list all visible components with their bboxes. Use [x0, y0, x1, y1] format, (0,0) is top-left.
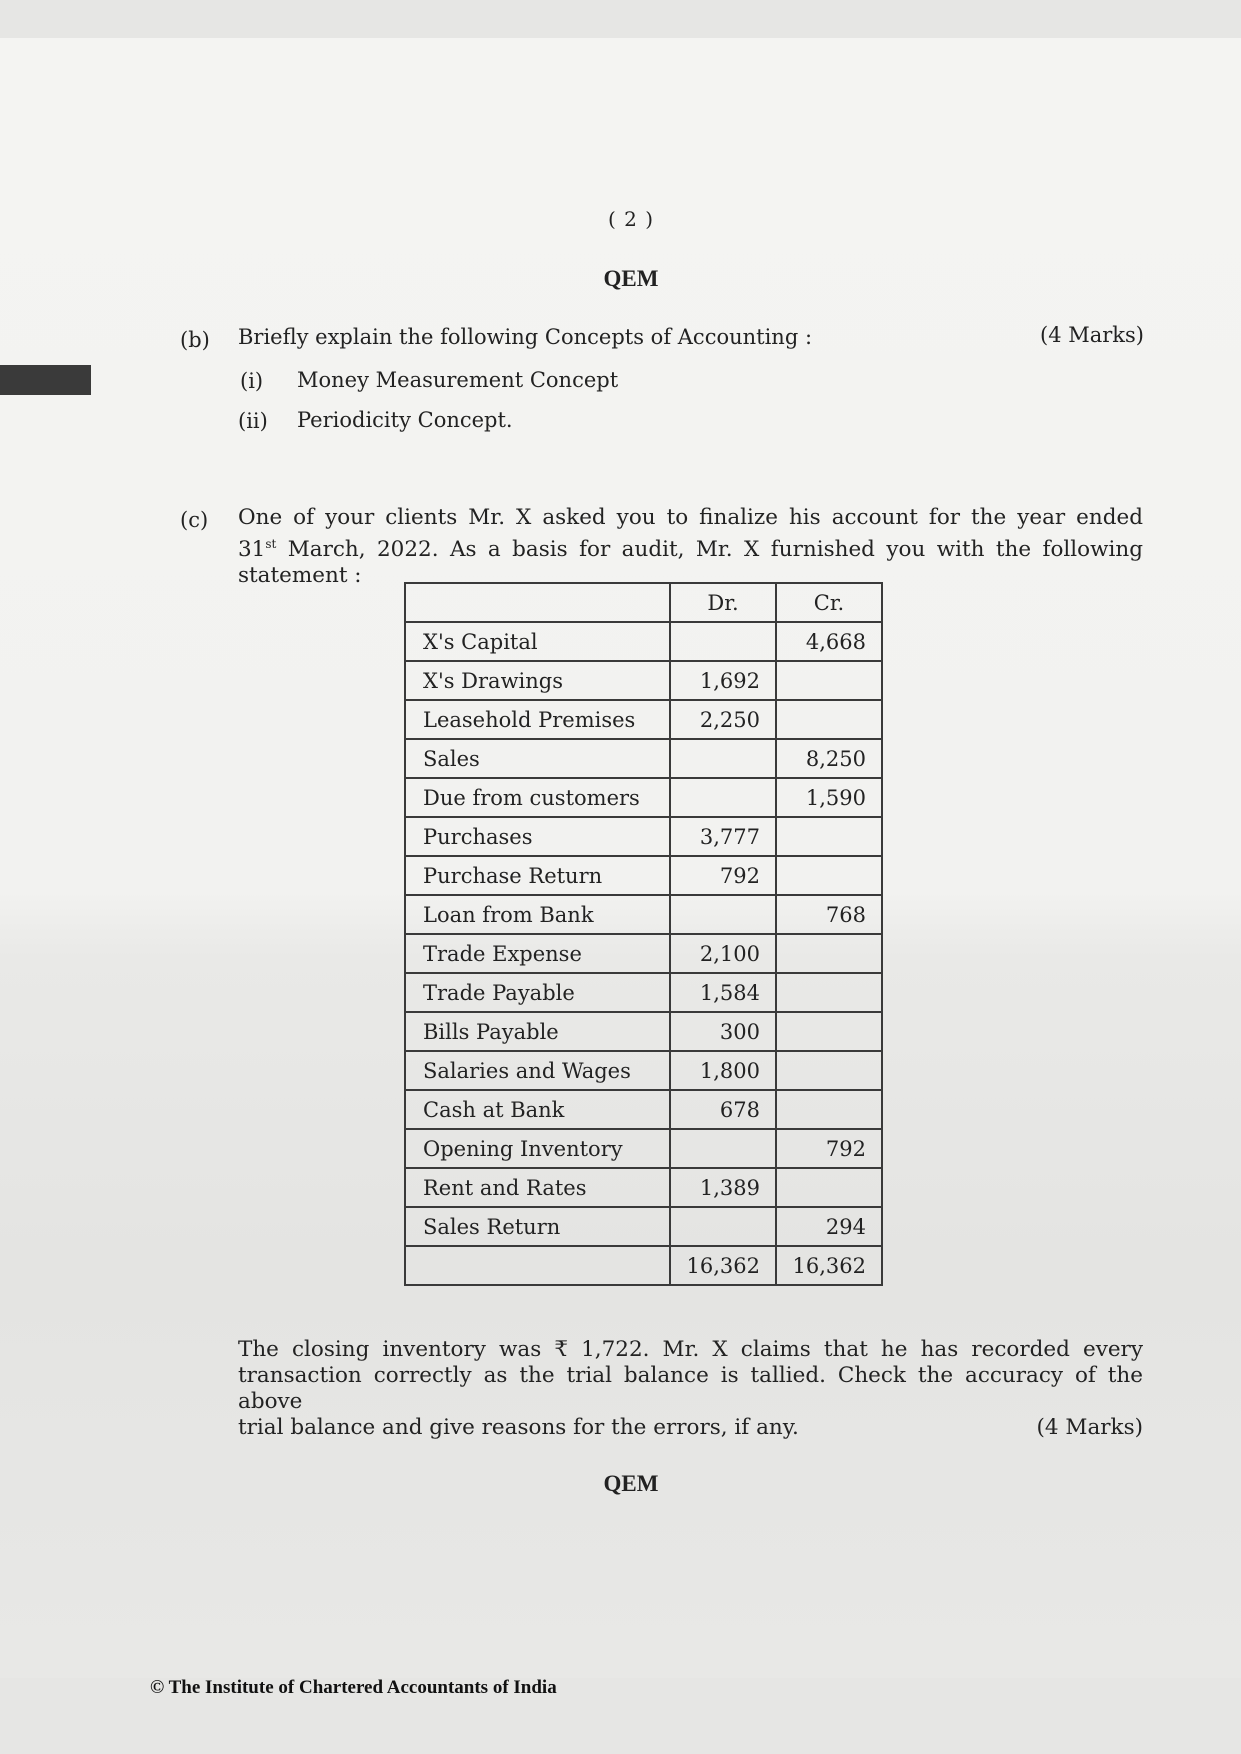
row-particulars: Sales: [405, 739, 670, 778]
row-credit: 1,590: [776, 778, 882, 817]
row-debit: 2,250: [670, 700, 776, 739]
total-credit: 16,362: [776, 1246, 882, 1285]
question-b-item-1-text: Money Measurement Concept: [297, 368, 619, 392]
row-debit: [670, 1129, 776, 1168]
question-b-label: (b): [180, 328, 210, 352]
row-particulars: Loan from Bank: [405, 895, 670, 934]
question-b-item-2-number: (ii): [238, 409, 268, 433]
row-credit: [776, 1090, 882, 1129]
page-edge-marker: [0, 365, 91, 395]
row-debit: [670, 895, 776, 934]
row-particulars: Trade Expense: [405, 934, 670, 973]
row-credit: [776, 1168, 882, 1207]
row-particulars: X's Capital: [405, 622, 670, 661]
question-c-intro-line-1: One of your clients Mr. X asked you to finalize his account for the year ended: [238, 505, 1143, 530]
row-credit: [776, 934, 882, 973]
row-credit: 294: [776, 1207, 882, 1246]
question-b-item-2-text: Periodicity Concept.: [297, 408, 513, 432]
table-row: [405, 1207, 882, 1246]
row-particulars: Opening Inventory: [405, 1129, 670, 1168]
row-particulars: Bills Payable: [405, 1012, 670, 1051]
date-suffix: st: [265, 537, 277, 551]
page-number: ( 2 ): [607, 207, 655, 231]
table-row: [405, 856, 882, 895]
closing-line-1: The closing inventory was ₹ 1,722. Mr. X claims that he has recorded every: [238, 1337, 1143, 1362]
question-b-text: Briefly explain the following Concepts of Accounting :: [238, 325, 813, 349]
header-particulars: [405, 583, 670, 622]
row-debit: 3,777: [670, 817, 776, 856]
table-row: [405, 1168, 882, 1207]
table-row: [405, 739, 882, 778]
closing-line-2: transaction correctly as the trial balance is tallied. Check the accuracy of the above: [238, 1363, 1143, 1414]
row-particulars: Cash at Bank: [405, 1090, 670, 1129]
table-row: [405, 895, 882, 934]
row-particulars: Sales Return: [405, 1207, 670, 1246]
copyright-footer: © The Institute of Chartered Accountants of India: [150, 1677, 557, 1698]
row-debit: 678: [670, 1090, 776, 1129]
row-credit: [776, 817, 882, 856]
row-credit: 792: [776, 1129, 882, 1168]
header-credit: Cr.: [776, 583, 882, 622]
table-row: [405, 1129, 882, 1168]
row-debit: [670, 1207, 776, 1246]
header-code: QEM: [603, 266, 659, 291]
row-debit: [670, 778, 776, 817]
row-particulars: X's Drawings: [405, 661, 670, 700]
table-row: [405, 973, 882, 1012]
question-c-closing: [238, 1337, 1143, 1441]
row-debit: 1,692: [670, 661, 776, 700]
row-credit: 4,668: [776, 622, 882, 661]
table-row: [405, 817, 882, 856]
row-particulars: Rent and Rates: [405, 1168, 670, 1207]
row-credit: [776, 1051, 882, 1090]
header-debit: Dr.: [670, 583, 776, 622]
date-day: 31: [238, 537, 266, 563]
question-c-intro-line-2: [238, 531, 1143, 563]
table-header-row: [405, 583, 882, 622]
date-rest: March, 2022. As a basis for audit, Mr. X furnished you with the following: [276, 537, 1143, 563]
row-debit: 1,389: [670, 1168, 776, 1207]
closing-line-3: trial balance and give reasons for the errors, if any.: [238, 1415, 799, 1440]
table-row: [405, 661, 882, 700]
row-debit: [670, 622, 776, 661]
row-particulars: Purchases: [405, 817, 670, 856]
row-particulars: Leasehold Premises: [405, 700, 670, 739]
question-c-intro-line-3: statement :: [238, 563, 362, 589]
row-credit: [776, 856, 882, 895]
row-debit: [670, 739, 776, 778]
row-particulars: Purchase Return: [405, 856, 670, 895]
table-row: [405, 934, 882, 973]
total-label: [405, 1246, 670, 1285]
table-row: [405, 1012, 882, 1051]
row-credit: 768: [776, 895, 882, 934]
row-particulars: Trade Payable: [405, 973, 670, 1012]
table-row: [405, 700, 882, 739]
trial-balance-table: [404, 582, 883, 1286]
row-debit: 1,584: [670, 973, 776, 1012]
row-credit: [776, 700, 882, 739]
question-b-marks: (4 Marks): [1040, 323, 1144, 347]
row-credit: 8,250: [776, 739, 882, 778]
total-debit: 16,362: [670, 1246, 776, 1285]
question-c-intro: [238, 505, 1143, 589]
question-c-label: (c): [180, 508, 209, 532]
row-credit: [776, 973, 882, 1012]
closing-line-3-row: [238, 1415, 1143, 1441]
row-debit: 792: [670, 856, 776, 895]
row-credit: [776, 1012, 882, 1051]
row-particulars: Due from customers: [405, 778, 670, 817]
row-credit: [776, 661, 882, 700]
question-b-item-1-number: (i): [240, 369, 264, 393]
table-row: [405, 778, 882, 817]
row-particulars: Salaries and Wages: [405, 1051, 670, 1090]
question-c-marks: (4 Marks): [1036, 1415, 1143, 1440]
table-total-row: [405, 1246, 882, 1285]
footer-code: QEM: [603, 1471, 659, 1496]
row-debit: 300: [670, 1012, 776, 1051]
table-body: [405, 622, 882, 1246]
row-debit: 2,100: [670, 934, 776, 973]
table-row: [405, 622, 882, 661]
table-row: [405, 1090, 882, 1129]
table-row: [405, 1051, 882, 1090]
row-debit: 1,800: [670, 1051, 776, 1090]
